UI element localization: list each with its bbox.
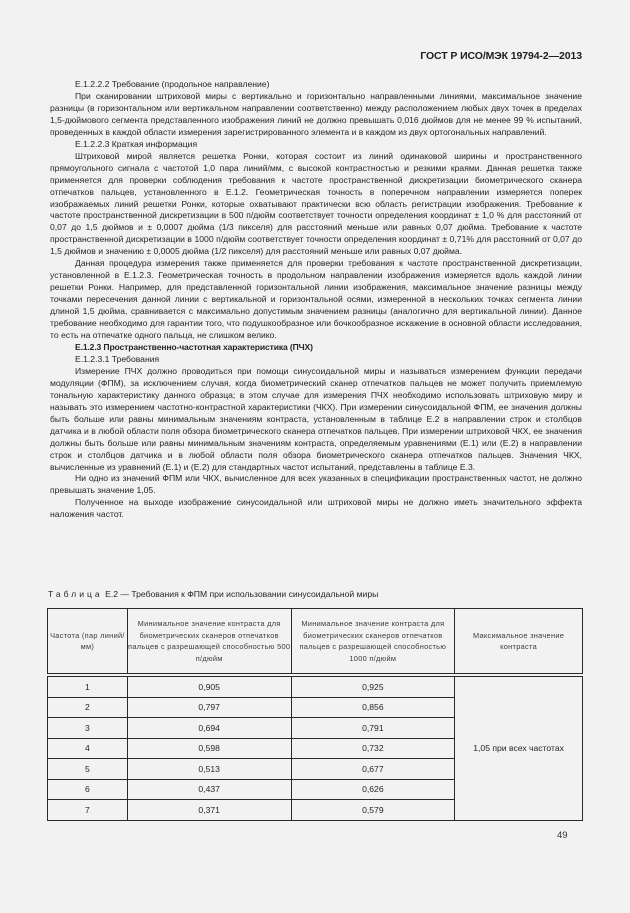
section-heading-e123: Е.1.2.3 Пространственно-частотная характеристика (ПЧХ): [75, 341, 313, 352]
cell-frequency: 3: [48, 718, 128, 739]
table-row: [48, 675, 583, 697]
cell-c1000: 0,579: [291, 800, 455, 821]
paragraph: Штриховой мирой является решетка Ронки, которая состоит из линий одинаковой ширины и пространственного прямоугольного сигнала с частотой 1,0 пара линий/мм, с высокой контрастностью и резкими краями. Данная решетка также применяется для проверки соблюдения требования к частоте пространственной дискретизации биометрического сканера отпечатков пальцев, установленного в Е.1.2. Геометрическая точность в поперечном направлении измеряется поперек изображаемых линий решетки Ронки, которые охватывают практически всю область регистрации изображения. Требование к частоте пространственной дискретизации в 500 п/дюйм соответствует точности определения координат ± 1,0 % для расстояний от 0,07 до 1,5 дюймов и ± 0,0007 дюйма (1/3 пикселя) для расстояний меньше или равных 0,07 дюйма. Требование к частоте пространственной дискретизации в 1000 п/дюйм соответствует точности определения координат ± 0,71% для расстояний от 0,07 до 1,5 дюймов и значению ± 0,0005 дюйма (1/2 пикселя) для расстояний меньше или равных 0,07 дюйма.: [50, 150, 582, 257]
cell-frequency: 6: [48, 779, 128, 800]
cell-c500: 0,437: [127, 779, 291, 800]
cell-c1000: 0,925: [291, 675, 455, 697]
cell-c500: 0,371: [127, 800, 291, 821]
paragraph: При сканировании штриховой миры с вертикально и горизонтально направленными линиями, максимальное значение разницы (в горизонтальном или вертикальном направлении соответственно) между расположением любых двух точек в пределах 1,5-дюймового сегмента представленного изображения линий не должно превышать 0,016 дюймов для не менее 99 % испытаний, проведенных в каждой области измерения зарегистрированного элемента и в каждом из двух ортогональных направлений.: [50, 90, 582, 137]
section-heading-e1223: Е.1.2.2.3 Краткая информация: [75, 138, 198, 149]
cell-frequency: 2: [48, 697, 128, 718]
cell-c500: 0,598: [127, 738, 291, 759]
table-caption: [48, 589, 378, 599]
cell-frequency: 4: [48, 738, 128, 759]
cell-frequency: 7: [48, 800, 128, 821]
cell-c1000: 0,677: [291, 759, 455, 780]
cell-c1000: 0,791: [291, 718, 455, 739]
cell-c500: 0,513: [127, 759, 291, 780]
table-caption-prefix: Таблица: [48, 589, 103, 599]
paragraph: Полученное на выходе изображение синусоидальной или штриховой миры не должно иметь значительного эффекта наложения частот.: [50, 497, 582, 520]
table-header-row: [48, 609, 583, 676]
header-min-contrast-1000: Минимальное значение контраста для биометрических сканеров отпечатков пальцев с разрешающей способностью 1000 п/дюйм: [291, 609, 455, 676]
document-body: [50, 79, 582, 521]
cell-max-contrast: 1,05 при всех частотах: [455, 675, 583, 820]
cell-c1000: 0,856: [291, 697, 455, 718]
mtf-requirements-table: [47, 608, 583, 821]
header-min-contrast-500: Минимальное значение контраста для биометрических сканеров отпечатков пальцев с разрешающей способностью 500 п/дюйм: [127, 609, 291, 676]
header-frequency: Частота (пар линий/мм): [48, 609, 128, 676]
cell-c1000: 0,732: [291, 738, 455, 759]
cell-c500: 0,694: [127, 718, 291, 739]
cell-frequency: 5: [48, 759, 128, 780]
cell-c500: 0,797: [127, 697, 291, 718]
table-caption-title: Е.2 — Требования к ФПМ при использовании синусоидальной миры: [102, 589, 379, 599]
paragraph: Ни одно из значений ФПМ или ЧКХ, вычисленное для всех указанных в спецификации пространственных частот, не должно превышать значение 1,05.: [50, 473, 582, 496]
cell-c1000: 0,626: [291, 779, 455, 800]
cell-c500: 0,905: [127, 675, 291, 697]
document-code-header: ГОСТ Р ИСО/МЭК 19794-2—2013: [420, 50, 582, 62]
paragraph: Измерение ПЧХ должно проводиться при помощи синусоидальной миры и называться измерением функции передачи модуляции (ФПМ), за исключением случая, когда биометрический сканер отпечатков пальцев не может получить приемлемую тональную характеристику данного образца; в этом случае для измерения ПЧХ необходимо использовать штриховую миру и называть это измерением частотно-контрастной характеристики (ЧКХ). При измерении синусоидальной ФПМ, ее значения должны быть больше или равны минимальным значениям контраста, установленным в таблице Е.2 в направлении строк и столбцов датчика и в любой области поля обзора биометрического сканера отпечатков пальцев. При измерении штриховой ЧКХ, ее значения должны быть больше или равны минимальным значениям контраста, определяемым уравнениями (Е.1) или (Е.2) в направлении строк и столбцов датчика и в любой области поля обзора биометрического сканера отпечатков пальцев. Значения ЧКХ, вычисленные из уравнений (Е.1) и (Е.2) для стандартных частот испытаний, представлены в таблице Е.3.: [50, 365, 582, 472]
page-number: 49: [557, 830, 568, 841]
paragraph: Данная процедура измерения также применяется для проверки требования к частоте пространственной дискретизации, установленной в Е.1.2.3. Геометрическая точность в продольном направлении изображения измеряется вдоль каждой линии решетки Ронки. Например, для представленной горизонтальной линии изображения, максимальное значение разницы между точками пересечения данной линии с вертикальной и горизонтальной осями, измеренной в нескольких точках сегмента линии длиной 1,5 дюйма, сравнивается с максимально допустимым значением разницы (аналогично для вертикальной линии). Данное требование необходимо для гарантии того, что подушкообразное или бочкообразное искажение в основной области исследования, то есть на отпечатке одного пальца, не слишком велико.: [50, 258, 582, 341]
section-heading-e1231: Е.1.2.3.1 Требования: [75, 353, 160, 364]
cell-frequency: 1: [48, 675, 128, 697]
section-heading-e1222: Е.1.2.2.2 Требование (продольное направление): [75, 79, 270, 89]
header-max-contrast: Максимальное значение контраста: [455, 609, 583, 676]
